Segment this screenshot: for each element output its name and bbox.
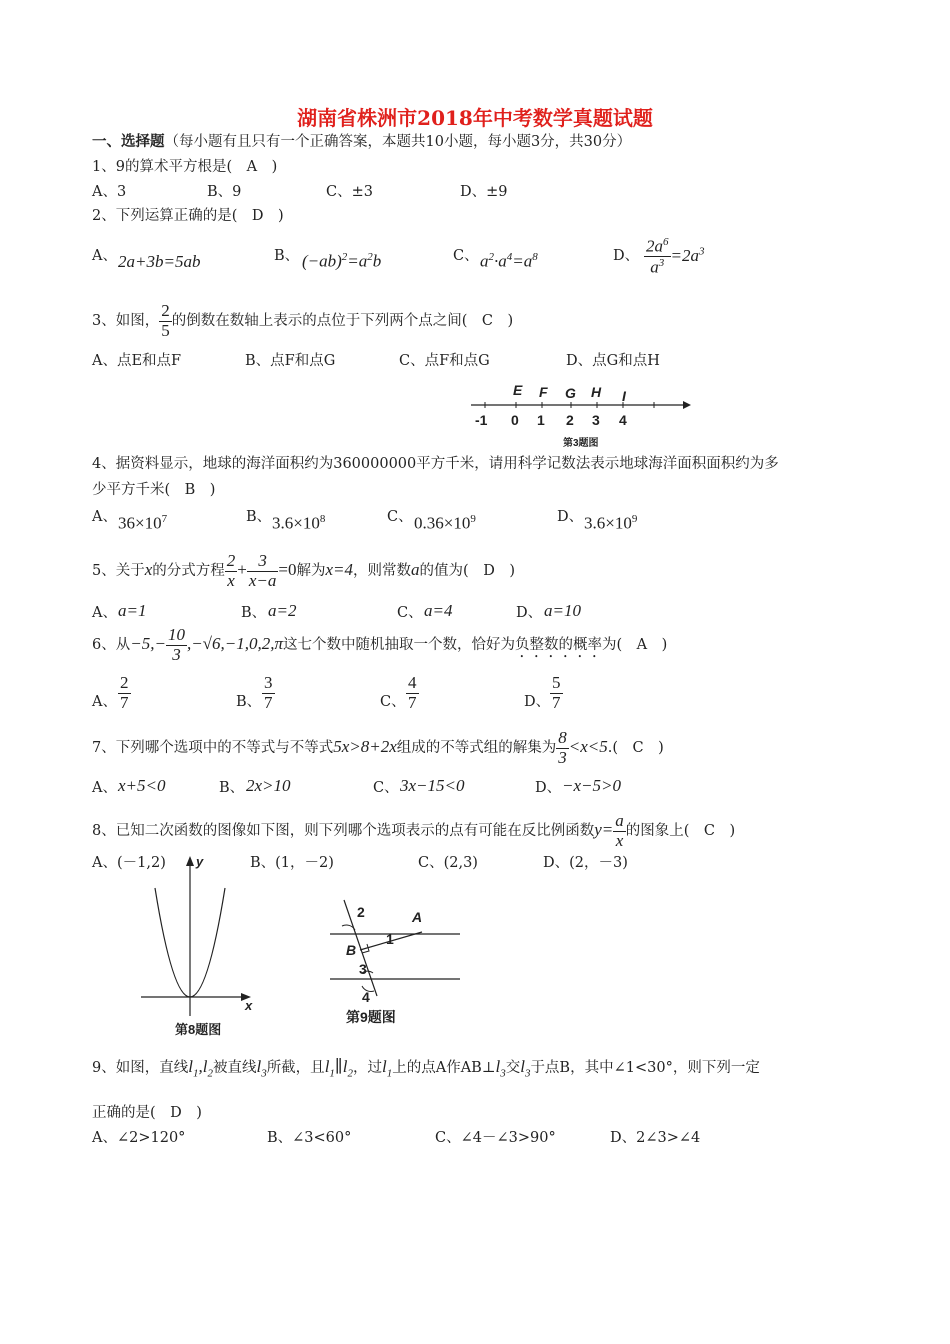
q6-letter-d: D、 xyxy=(524,694,551,710)
axis-number: 1 xyxy=(537,412,545,428)
q5-formula-c: a=4 xyxy=(424,601,453,620)
q3-frac-denominator: 5 xyxy=(161,320,170,340)
q9-text: 被直线 xyxy=(212,1060,257,1076)
q9-stem-line2: 正确的是( D ) xyxy=(92,1105,202,1121)
q9-text: 所截，且 xyxy=(266,1060,325,1076)
q5-letter-b: B、 xyxy=(241,605,267,621)
q3-option-d: D、点G和点H xyxy=(566,353,660,369)
q8-figure-caption: 第8题图 xyxy=(175,1022,222,1037)
q9-figure-caption: 第9题图 xyxy=(346,1009,396,1025)
q5-formula-b: a=2 xyxy=(268,601,297,620)
angle-label: 2 xyxy=(357,904,365,920)
axis-number: 3 xyxy=(592,412,600,428)
q5-text: 解为 xyxy=(296,563,326,580)
q1-stem: 1、9的算术平方根是( A ) xyxy=(92,159,278,175)
q8-option-a: A、(－1,2) xyxy=(92,855,166,871)
q9-lines-figure xyxy=(322,898,467,1028)
q8-stem xyxy=(92,812,735,850)
axis-number: -1 xyxy=(475,412,488,428)
q2-letter-b: B、 xyxy=(274,248,300,264)
q8-option-c: C、(2,3) xyxy=(418,855,478,871)
section-heading xyxy=(92,130,631,151)
axis-label-x: x xyxy=(245,998,253,1013)
q9-option-c: C、∠4－∠3>90° xyxy=(435,1130,556,1146)
q2-letter-d: D、 xyxy=(613,248,640,264)
axis-label-y: y xyxy=(196,854,204,869)
q7-math-inequality: 5x>8+2x xyxy=(333,737,397,757)
q4-stem-line2: 少平方千米( B ) xyxy=(92,482,216,498)
q8-text: 8、已知二次函数的图像如下图，则下列哪个选项表示的点有可能在反比例函数 xyxy=(92,823,595,840)
point-label: B xyxy=(346,942,357,958)
q1-option-b: B、9 xyxy=(207,184,242,200)
q3-option-c: C、点F和点G xyxy=(399,353,490,369)
q2-formula-b: $(-ab)^2=a^2b$ xyxy=(302,251,382,271)
q4-letter-b: B、 xyxy=(246,509,272,525)
q8-option-d: D、(2，－3) xyxy=(543,855,628,871)
q9-stem xyxy=(92,1052,760,1088)
number-line-arrow-icon xyxy=(683,401,691,409)
q9-text: 9、如图，直线 xyxy=(92,1060,189,1076)
axis-letter-i: I xyxy=(622,388,626,404)
axis-number: 2 xyxy=(566,412,574,428)
q5-math-var: x xyxy=(144,560,153,580)
q6-text: 这七个数中随机抽取一个数，恰好为 xyxy=(282,637,515,654)
q9-option-b: B、∠3<60° xyxy=(267,1130,352,1146)
q9-math: $l_3$ xyxy=(256,1057,267,1080)
q9-math: $l_3$ xyxy=(520,1057,531,1080)
q5-stem: 5、关于x的分式方程 $\frac{2}{x}$ + $\frac{3}{x-a}$ =0解为x=4，则常数a的值为( D ) xyxy=(92,551,515,590)
q9-math: $l_1,l_2$ xyxy=(188,1057,213,1080)
axis-letter-h: H xyxy=(591,384,602,400)
q9-text: 交 xyxy=(505,1060,521,1076)
q2-stem: 2、下列运算正确的是( D ) xyxy=(92,208,284,224)
q7-letter-b: B、 xyxy=(219,780,245,796)
q5-fraction: $\frac{3}{x-a}$ xyxy=(248,551,277,590)
q5-formula-a: a=1 xyxy=(118,601,147,620)
q6-emphasis-text: 负整数的概率 xyxy=(514,637,602,654)
axis-number: 0 xyxy=(511,412,519,428)
q8-text: 的图象上( C ) xyxy=(625,823,736,840)
q3-number-line-figure xyxy=(465,375,695,450)
q3-option-b: B、点F和点G xyxy=(245,353,336,369)
q7-text: 7、下列哪个选项中的不等式与不等式 xyxy=(92,740,334,757)
q9-option-d: D、2∠3>∠4 xyxy=(610,1130,701,1146)
q9-math: $l_1$ xyxy=(382,1057,393,1080)
q2-formula-c: $a^2\cdot a^4=a^8$ xyxy=(480,251,538,271)
q3-stem xyxy=(92,302,513,340)
q7-letter-d: D、 xyxy=(535,780,562,796)
q4-letter-d: D、 xyxy=(557,509,584,525)
q7-stem: 7、下列哪个选项中的不等式与不等式5x>8+2x组成的不等式组的解集为 $\frac{8}{3}$ <x<5.( C ) xyxy=(92,728,664,767)
q7-formula-d: −x−5>0 xyxy=(562,776,621,795)
q7-formula-a: x+5<0 xyxy=(118,776,166,795)
section-note: （每小题有且只有一个正确答案，本题共10小题，每小题3分，共30分） xyxy=(164,134,632,150)
q4-letter-a: A、 xyxy=(92,509,117,525)
q6-letter-a: A、 xyxy=(92,694,117,710)
q3-figure-caption: 第3题图 xyxy=(563,438,599,449)
q5-text: ，则常数 xyxy=(353,563,412,580)
q8-math-function: y= $\frac{a}{x}$ xyxy=(594,811,624,850)
q5-fraction: $\frac{2}{x}$ xyxy=(226,551,236,590)
q4-letter-c: C、 xyxy=(387,509,413,525)
q1-option-c: C、±3 xyxy=(326,184,373,200)
q4-formula-d: $3.6\times 10^9$ xyxy=(584,513,638,533)
angle-label: 3 xyxy=(359,961,367,977)
axis-number: 4 xyxy=(619,412,627,428)
q6-stem xyxy=(92,626,667,664)
q2-letter-c: C、 xyxy=(453,248,479,264)
q6-fraction-c: $\frac{4}{7}$ xyxy=(408,673,417,712)
q7-text: .( C ) xyxy=(607,740,664,757)
q1-option-d: D、±9 xyxy=(460,184,508,200)
angle-label: 1 xyxy=(386,931,394,947)
q6-fraction-d: $\frac{5}{7}$ xyxy=(552,673,561,712)
y-axis-arrow-icon xyxy=(186,856,194,866)
q7-text: 组成的不等式组的解集为 xyxy=(396,740,557,757)
q5-letter-d: D、 xyxy=(516,605,543,621)
q4-formula-c: $0.36\times 10^9$ xyxy=(414,513,476,533)
q8-option-b: B、(1，－2) xyxy=(250,855,334,871)
q4-formula-b: $3.6\times 10^8$ xyxy=(272,513,326,533)
q6-fraction-b: $\frac{3}{7}$ xyxy=(264,673,273,712)
q9-text: ，过 xyxy=(353,1060,382,1076)
q3-suffix: 的倒数在数轴上表示的点位于下列两个点之间( C ) xyxy=(171,313,514,330)
q5-letter-a: A、 xyxy=(92,605,117,621)
q6-letter-c: C、 xyxy=(380,694,406,710)
axis-letter-g: G xyxy=(565,385,576,401)
q8-parabola-figure xyxy=(135,850,265,1042)
q5-text: 5、关于 xyxy=(92,563,145,580)
q6-math-list: −5,− $\frac{10}{3}$ ,−√6,−1,0,2,π xyxy=(130,625,283,664)
q9-option-a: A、∠2>120° xyxy=(92,1130,186,1146)
q9-text: 于点B，其中∠1<30°，则下列一定 xyxy=(530,1060,760,1076)
q6-letter-b: B、 xyxy=(236,694,262,710)
q3-prefix: 3、如图， xyxy=(92,313,160,330)
q3-frac-numerator: 2 xyxy=(161,301,170,320)
q7-letter-c: C、 xyxy=(373,780,399,796)
q6-fraction-a: $\frac{2}{7}$ xyxy=(120,673,129,712)
q4-stem-line1: 4、据资料显示，地球的海洋面积约为360000000平方千米，请用科学记数法表示地球海洋面积面积约为多 xyxy=(92,456,779,472)
q3-fraction xyxy=(159,302,172,340)
q2-letter-a: A、 xyxy=(92,248,117,264)
q5-formula-d: a=10 xyxy=(544,601,581,620)
q1-option-a: A、3 xyxy=(92,184,127,200)
q7-fraction: $\frac{8}{3}$ xyxy=(558,728,567,767)
q2-formula-d: $\frac{2a^6}{a^3}$ $=2a^3$ xyxy=(646,236,705,277)
point-label: A xyxy=(412,909,423,925)
page-title: 湖南省株洲市2018年中考数学真题试题 xyxy=(297,106,653,130)
q5-math-var: a xyxy=(411,560,420,580)
q3-option-a: A、点E和点F xyxy=(92,353,182,369)
section-title: 一、选择题 xyxy=(92,133,165,150)
q5-letter-c: C、 xyxy=(397,605,423,621)
q6-text: 6、从 xyxy=(92,637,131,654)
q5-text: 的值为( D ) xyxy=(419,563,515,580)
q5-math-solution: x=4 xyxy=(325,560,354,580)
axis-letter-f: F xyxy=(539,384,548,400)
q6-text: 为( A ) xyxy=(601,637,668,654)
angle-label: 4 xyxy=(362,989,370,1005)
q4-formula-a: $36\times 10^7$ xyxy=(118,513,168,533)
q7-formula-b: 2x>10 xyxy=(246,776,291,795)
q2-formula-a: 2a+3b=5ab xyxy=(118,252,201,271)
q5-text: 的分式方程 xyxy=(152,563,225,580)
q9-text: 上的点A作AB⊥ xyxy=(392,1060,496,1076)
q9-math: $l_3$ xyxy=(495,1057,506,1080)
q7-formula-c: 3x−15<0 xyxy=(400,776,465,795)
q9-math: $l_1\parallel l_2$ xyxy=(324,1057,353,1080)
axis-letter-e: E xyxy=(513,382,523,398)
q7-letter-a: A、 xyxy=(92,780,117,796)
